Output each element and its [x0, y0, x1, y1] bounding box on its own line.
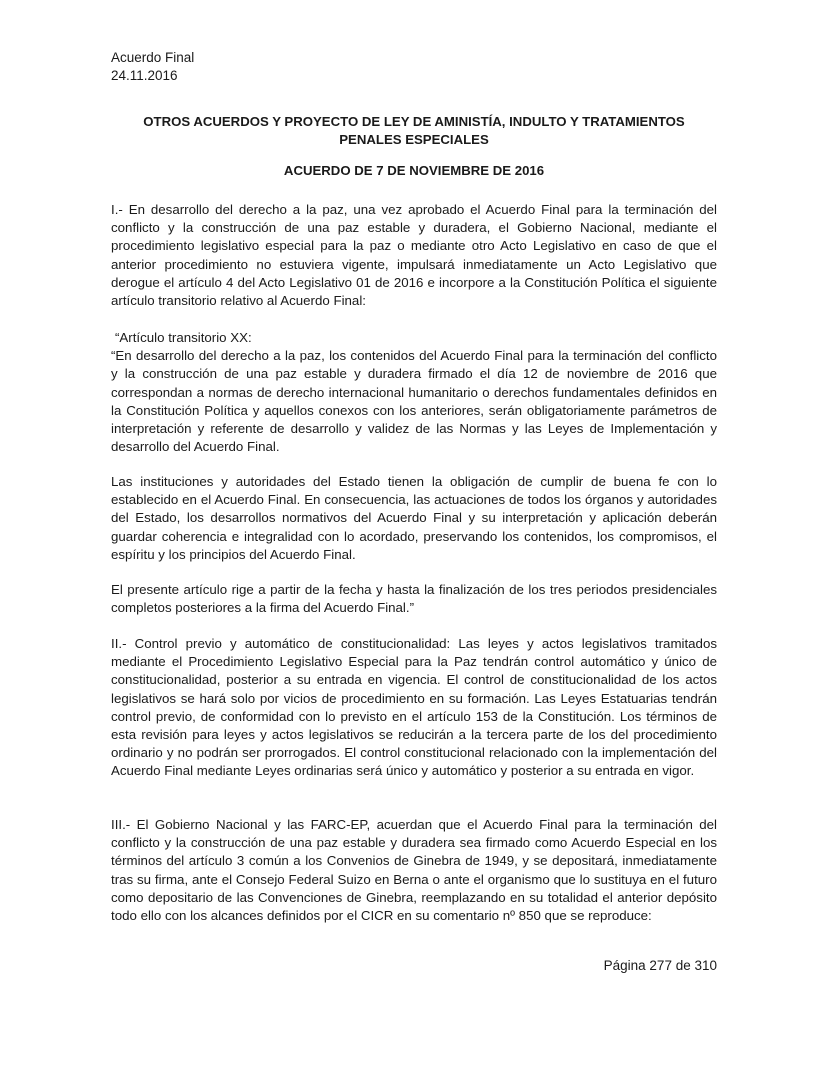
transitional-article-heading: “Artículo transitorio XX:: [115, 330, 252, 345]
document-date: 24.11.2016: [111, 68, 178, 83]
section-title: OTROS ACUERDOS Y PROYECTO DE LEY DE AMINISTÍA, INDULTO Y TRATAMIENTOS PENALES ESPECIALES: [143, 114, 685, 147]
document-header: [111, 49, 194, 85]
transitional-article: [111, 329, 717, 456]
paragraph-validity: El presente artículo rige a partir de la fecha y hasta la finalización de los tres periodos presidenciales completos posteriores a la firma del Acuerdo Final.”: [111, 582, 717, 616]
paragraph-section-ii: II.- Control previo y automático de constitucionalidad: Las leyes y actos legislativos tramitados mediante el Procedimiento Legislativo Especial para la Paz tendrán control automático y único de constitucionalidad, posterior a su entrada en vigencia. El control de constitucionalidad de los actos legislativos se hará solo por vicios de procedimiento en su formación. Las Leyes Estatuarias tendrán control previo, de conformidad con lo previsto en el artículo 153 de la Constitución. Los términos de esta revisión para leyes y actos legislativos se reducirán a la tercera parte de los del procedimiento ordinario y no podrán ser prorrogados. El control constitucional relacionado con la implementación del Acuerdo Final mediante Leyes ordinarias será único y automático y posterior a su entrada en vigor.: [111, 636, 717, 779]
transitional-article-body: “En desarrollo del derecho a la paz, los contenidos del Acuerdo Final para la terminación del conflicto y la construcción de una paz estable y duradera firmado el día 12 de noviembre de 2016 que correspondan a normas de derecho internacional humanitario o derechos fundamentales definidos en la Constitución Política y aquellos conexos con los anteriores, serán obligatoriamente parámetros de interpretación y referente de desarrollo y validez de las Normas y las Leyes de Implementación y desarrollo del Acuerdo Final.: [111, 348, 717, 455]
agreement-subtitle: ACUERDO DE 7 DE NOVIEMBRE DE 2016: [283, 163, 545, 178]
paragraph-section-i: I.- En desarrollo del derecho a la paz, una vez aprobado el Acuerdo Final para la terminación del conflicto y la construcción de una paz estable y duradera, el Gobierno Nacional, mediante el procedimiento legislativo especial para la paz o mediante otro Acto Legislativo en caso de que el anterior procedimiento no estuviera vigente, impulsará inmediatamente un Acto Legislativo que derogue el artículo 4 del Acto Legislativo 01 de 2016 e incorpore a la Constitución Política el siguiente artículo transitorio relativo al Acuerdo Final:: [111, 202, 717, 309]
paragraph-section-iii: III.- El Gobierno Nacional y las FARC-EP, acuerdan que el Acuerdo Final para la terminación del conflicto y la construcción de una paz estable y duradera sea firmado como Acuerdo Especial en los términos del artículo 3 común a los Convenios de Ginebra de 1949, y se depositará, inmediatamente tras su firma, ante el Consejo Federal Suizo en Berna o ante el organismo que lo sustituya en el futuro como depositario de las Convenciones de Ginebra, reemplazando en su totalidad el anterior depósito todo ello con los alcances definidos por el CICR en su comentario nº 850 que se reproduce:: [111, 817, 717, 924]
document-name: Acuerdo Final: [111, 50, 195, 65]
page-number: Página 277 de 310: [603, 958, 717, 973]
paragraph-institutions: Las instituciones y autoridades del Estado tienen la obligación de cumplir de buena fe con lo establecido en el Acuerdo Final. En consecuencia, las actuaciones de todos los órganos y autoridades del Estado, los desarrollos normativos del Acuerdo Final y su interpretación y aplicación deberán guardar coherencia e integralidad con lo acordado, preservando los contenidos, los compromisos, el espíritu y los principios del Acuerdo Final.: [111, 474, 717, 562]
